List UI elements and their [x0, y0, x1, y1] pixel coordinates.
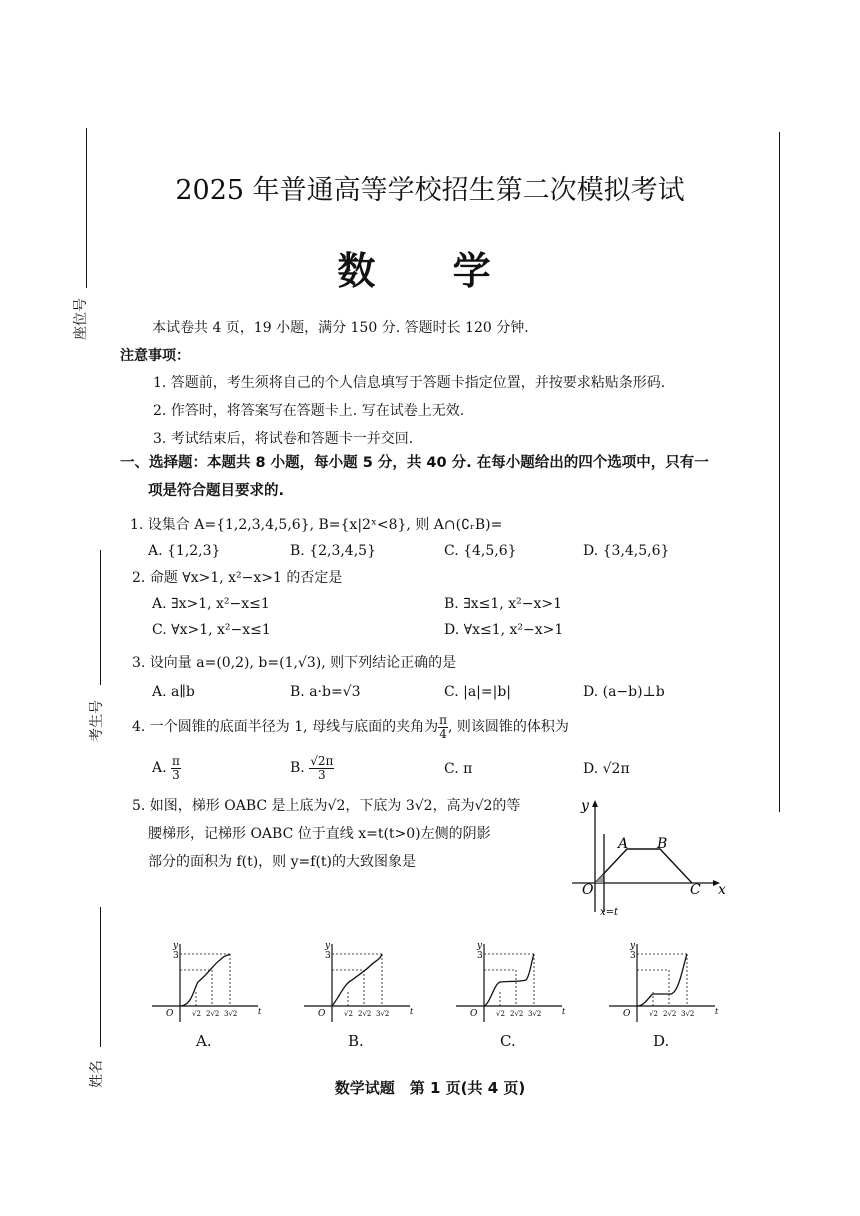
section1-line2: 项是符合题目要求的.: [148, 483, 285, 499]
q5-choice-origin: O: [623, 1009, 631, 1019]
exam-no-line: [100, 550, 101, 685]
name-line: [100, 907, 101, 1047]
q5-choice-x-tick: 2√2: [510, 1010, 524, 1018]
paper-summary: 本试卷共 4 页，19 小题，满分 150 分. 答题时长 120 分钟.: [152, 320, 529, 336]
q5-choice-graph-plot: [450, 938, 570, 1028]
q4-option-b: [290, 753, 334, 783]
name-label: 姓名: [89, 1060, 105, 1088]
q4-option-a-den: 3: [172, 767, 180, 782]
q5-fig-origin: O: [582, 882, 594, 898]
q4-stem-before: 4. 一个圆锥的底面半径为 1, 母线与底面的夹角为: [132, 719, 439, 735]
q5-choice-y-label: y: [325, 941, 331, 951]
q5-line1: 5. 如图，梯形 OABC 是上底为√2，下底为 3√2，高为√2的等: [132, 798, 521, 814]
q5-choice-x-tick: √2: [192, 1010, 201, 1018]
q5-choice-x-tick: √2: [496, 1010, 505, 1018]
q5-fig-point-b: B: [657, 836, 668, 852]
q1-option-c: C. {4,5,6}: [444, 543, 517, 559]
q3-option-c: C. |a|=|b|: [444, 684, 512, 700]
q5-choice-y-label: y: [630, 941, 636, 951]
q5-fig-y-label: y: [581, 798, 589, 814]
q2-option-b: B. ∃x≤1, x²−x>1: [444, 596, 562, 612]
q5-choice-origin: O: [318, 1009, 326, 1019]
q1-option-a: A. {1,2,3}: [148, 543, 221, 559]
notice-heading: 注意事项：: [120, 348, 190, 364]
q5-choice-label: B.: [348, 1032, 364, 1050]
exam-no-label: 考生号: [89, 700, 105, 742]
subject-title: 数 学: [337, 249, 523, 293]
q5-choice-y-label: y: [477, 941, 483, 951]
q1-stem: 1. 设集合 A={1,2,3,4,5,6}, B={x|2ˣ<8}, 则 A∩(∁ᵣB)=: [130, 517, 503, 533]
q5-choice-curve: [484, 954, 534, 1006]
q5-choice-graph-plot: [298, 938, 418, 1028]
q3-option-b: B. a·b=√3: [290, 684, 361, 700]
q5-line2: 腰梯形，记梯形 OABC 位于直线 x=t(t>0)左侧的阴影: [148, 826, 491, 842]
q5-choice-label: A.: [196, 1032, 212, 1050]
q5-choice-origin: O: [470, 1009, 478, 1019]
q5-choice-graph: [298, 938, 418, 1050]
q4-option-b-fraction: [309, 755, 334, 781]
q5-choice-curve: [332, 954, 382, 1006]
notice-2: 2. 作答时，将答案写在答题卡上. 写在试卷上无效.: [153, 403, 465, 419]
q5-fig-line-label: x=t: [600, 907, 619, 918]
q4-stem: [132, 712, 569, 742]
q2-stem: 2. 命题 ∀x>1, x²−x>1 的否定是: [132, 570, 343, 586]
q5-fig-x-label: x: [718, 882, 726, 898]
q5-choice-curve: [180, 954, 230, 1006]
exam-title: 2025 年普通高等学校招生第二次模拟考试: [175, 175, 685, 206]
q5-choice-x-tick: 2√2: [358, 1010, 372, 1018]
q5-choice-origin: O: [166, 1009, 174, 1019]
q5-choice-y-tick: 3: [477, 951, 483, 961]
q4-option-c: C. π: [444, 761, 473, 777]
q5-choice-x-label: t: [562, 1007, 566, 1016]
q5-choice-x-tick: √2: [344, 1010, 353, 1018]
q5-fig-point-c: C: [690, 882, 701, 898]
q4-option-a-fraction: [171, 755, 181, 781]
q1-option-b: B. {2,3,4,5}: [290, 543, 376, 559]
q5-fig-point-a: A: [618, 836, 629, 852]
q5-choice-x-tick: 2√2: [663, 1010, 677, 1018]
q3-option-a: A. a∥b: [152, 684, 195, 700]
seat-label: 座位号: [73, 298, 89, 340]
q5-choice-y-label: y: [173, 941, 179, 951]
q5-choice-graph: [146, 938, 266, 1050]
q5-trapezoid-figure: [568, 794, 738, 924]
q5-choice-y-tick: 3: [325, 951, 331, 961]
q5-choice-y-tick: 3: [173, 951, 179, 961]
q5-choice-x-tick: 2√2: [206, 1010, 220, 1018]
q5-choice-y-tick: 3: [630, 951, 636, 961]
q2-option-d: D. ∀x≤1, x²−x>1: [444, 622, 564, 638]
q2-option-a: A. ∃x>1, x²−x≤1: [152, 596, 270, 612]
q5-choice-graph-plot: [146, 938, 266, 1028]
notice-1: 1. 答题前，考生须将自己的个人信息填写于答题卡指定位置，并按要求粘贴条形码.: [153, 375, 666, 391]
q4-option-b-num: √2π: [310, 753, 334, 768]
q5-choice-x-tick: 3√2: [528, 1010, 542, 1018]
q3-option-d: D. (a−b)⊥b: [583, 684, 665, 700]
q4-angle-den: 4: [439, 726, 447, 741]
q4-angle-num: π: [439, 712, 447, 727]
q5-choice-x-tick: 3√2: [224, 1010, 238, 1018]
page-footer: 数学试题 第 1 页(共 4 页): [334, 1079, 526, 1097]
q5-choice-x-tick: √2: [649, 1010, 658, 1018]
q5-choice-x-label: t: [410, 1007, 414, 1016]
q5-choice-x-label: t: [258, 1007, 262, 1016]
q5-choice-x-tick: 3√2: [376, 1010, 390, 1018]
right-margin-line: [779, 132, 780, 812]
q5-choice-graph: [450, 938, 570, 1050]
q4-option-d: D. √2π: [583, 761, 630, 777]
q1-option-d: D. {3,4,5,6}: [583, 543, 670, 559]
q5-choice-x-label: t: [715, 1007, 719, 1016]
q5-choice-curve: [637, 954, 687, 1006]
q4-option-a-num: π: [172, 753, 180, 768]
q5-choice-label: D.: [653, 1032, 670, 1050]
q3-stem: 3. 设向量 a=(0,2), b=(1,√3), 则下列结论正确的是: [132, 655, 457, 671]
q4-option-a: [152, 753, 181, 783]
q4-option-b-den: 3: [317, 767, 326, 782]
q2-option-c: C. ∀x>1, x²−x≤1: [152, 622, 271, 638]
q5-choice-graph-plot: [603, 938, 723, 1028]
q4-option-b-label: B.: [290, 760, 305, 776]
q5-choice-x-tick: 3√2: [681, 1010, 695, 1018]
q4-stem-after: , 则该圆锥的体积为: [447, 719, 569, 735]
section1-line1: 一、选择题：本题共 8 小题，每小题 5 分，共 40 分. 在每小题给出的四个选项中，只有一: [120, 455, 709, 471]
notice-3: 3. 考试结束后，将试卷和答题卡一并交回.: [153, 431, 414, 447]
q5-choice-label: C.: [500, 1032, 516, 1050]
q5-line3: 部分的面积为 f(t)，则 y=f(t)的大致图象是: [148, 854, 417, 870]
q4-option-a-label: A.: [152, 760, 167, 776]
q4-angle-fraction: [438, 714, 448, 740]
q5-choice-graph: [603, 938, 723, 1050]
